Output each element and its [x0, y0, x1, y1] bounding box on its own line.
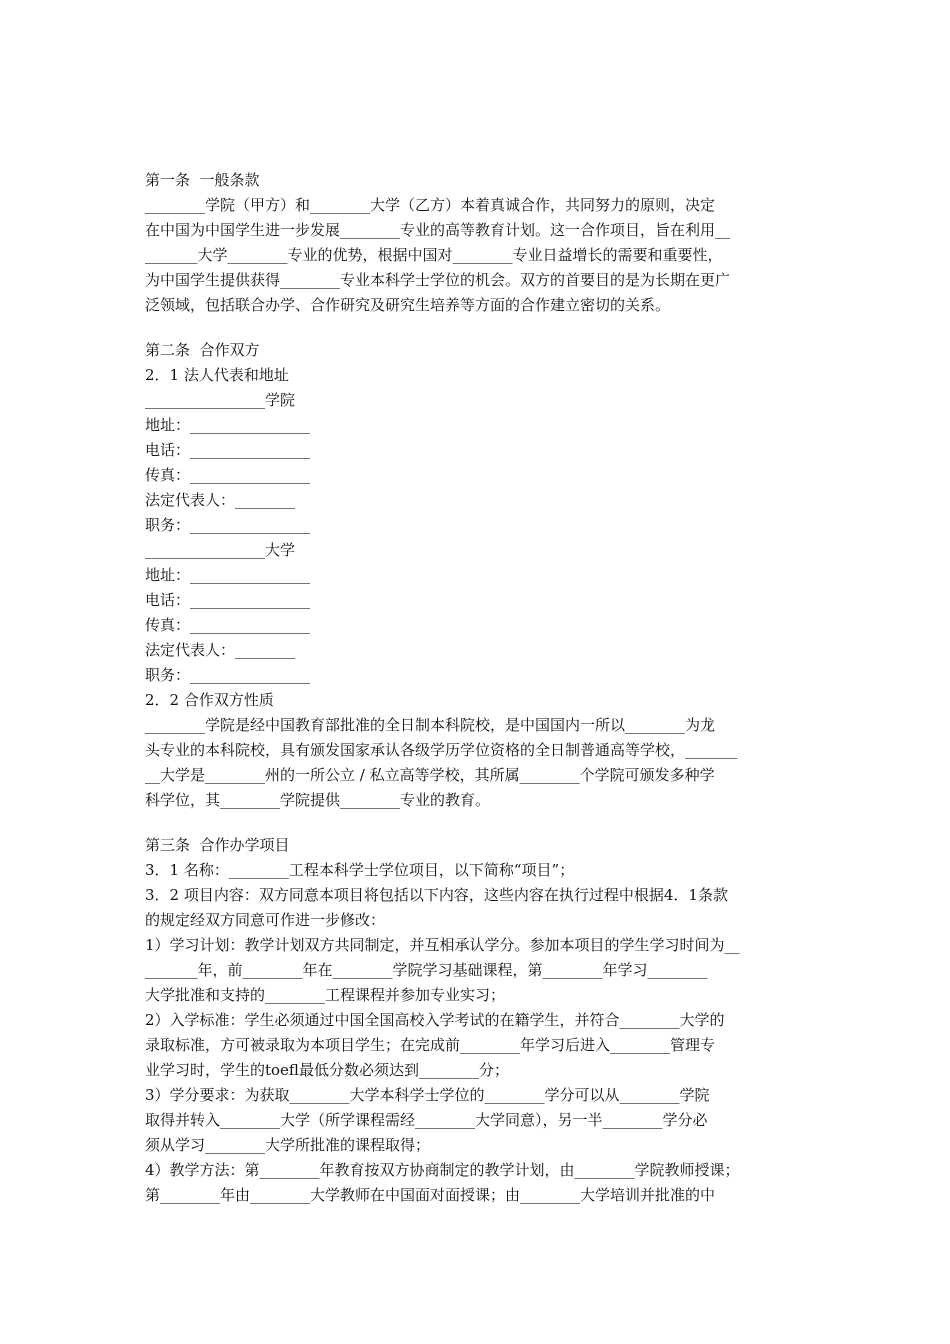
article-3-line: 业学习时，学生的toefl最低分数必须达到________分； — [145, 1061, 509, 1079]
party-a-phone-field: 电话：________________ — [145, 441, 311, 459]
article-1-line: ________学院（甲方）和________大学（乙方）本着真诚合作，共同努力的原则，决定 — [145, 196, 716, 214]
article-1-line: _______大学________专业的优势，根据中国对________专业日益增长的需要和重要性， — [145, 246, 723, 264]
article-2-line: 头专业的本科院校，具有颁发国家承认各级学历学位资格的全日制普通高等学校，_______ — [145, 741, 738, 759]
article-3-line: 的规定经双方同意可作进一步修改： — [145, 911, 386, 929]
article-1-line: 在中国为中国学生进一步发展________专业的高等教育计划。这一合作项目，旨在利用__ — [145, 221, 731, 239]
article-1-line: 为中国学生提供获得________专业本科学士学位的机会。双方的首要目的是为长期在更广 — [145, 271, 731, 289]
article-3-line: 3．2 项目内容：双方同意本项目将包括以下内容，这些内容在执行过程中根据4．1条款 — [145, 886, 728, 904]
article-3-line: 1）学习计划：教学计划双方共同制定，并互相承认学分。参加本项目的学生学习时间为__ — [145, 936, 740, 954]
article-1-heading: 第一条 一般条款 — [145, 171, 260, 189]
article-3-line: 录取标准，方可被录取为本项目学生；在完成前________年学习后进入________管理专 — [145, 1036, 716, 1054]
article-2-line: 科学位，其________学院提供________专业的教育。 — [145, 791, 491, 809]
article-3-line: 3）学分要求：为获取________大学本科学士学位的________学分可以从________学院 — [145, 1086, 710, 1104]
article-3-line: 4）教学方法：第________年教育按双方协商制定的教学计划，由________学院教师授课； — [145, 1161, 740, 1179]
party-b-fax-field: 传真：________________ — [145, 616, 311, 634]
section-2-2-title: 2．2 合作双方性质 — [145, 691, 274, 709]
article-3-line: 3．1 名称：________工程本科学士学位项目，以下简称“项目”； — [145, 861, 575, 879]
article-3-line: 2）入学标准：学生必须通过中国全国高校入学考试的在籍学生，并符合________大学的 — [145, 1011, 725, 1029]
party-a-fax-field: 传真：________________ — [145, 466, 311, 484]
party-a-representative-field: 法定代表人：________ — [145, 491, 296, 509]
article-3-line: _______年，前________年在________学院学习基础课程，第________年学习________ — [145, 961, 708, 979]
document-body — [145, 168, 825, 1208]
party-a-name-field: ________________学院 — [145, 391, 296, 409]
party-a-title-field: 职务：________________ — [145, 516, 311, 534]
article-3-line: 第________年由________大学教师在中国面对面授课；由________大学培训并批准的中 — [145, 1186, 716, 1204]
party-b-title-field: 职务：________________ — [145, 666, 311, 684]
spacer — [145, 318, 825, 338]
section-2-1-title: 2．1 法人代表和地址 — [145, 366, 289, 384]
party-a-address-field: 地址：________________ — [145, 416, 311, 434]
article-2-line: __大学是________州的一所公立 / 私立高等学校，其所属________个学院可颁发多种学 — [145, 766, 715, 784]
article-3-heading: 第三条 合作办学项目 — [145, 836, 290, 854]
article-2-line: ________学院是经中国教育部批准的全日制本科院校，是中国国内一所以________为龙 — [145, 716, 716, 734]
spacer — [145, 813, 825, 833]
article-1-line: 泛领域，包括联合办学、合作研究及研究生培养等方面的合作建立密切的关系。 — [145, 296, 671, 314]
article-3-line: 取得并转入________大学（所学课程需经________大学同意），另一半________学分必 — [145, 1111, 708, 1129]
party-b-representative-field: 法定代表人：________ — [145, 641, 296, 659]
party-b-address-field: 地址：________________ — [145, 566, 311, 584]
party-b-name-field: ________________大学 — [145, 541, 296, 559]
article-3-line: 须从学习________大学所批准的课程取得； — [145, 1136, 431, 1154]
party-b-phone-field: 电话：________________ — [145, 591, 311, 609]
article-3-line: 大学批准和支持的________工程课程并参加专业实习； — [145, 986, 506, 1004]
article-2-heading: 第二条 合作双方 — [145, 341, 260, 359]
